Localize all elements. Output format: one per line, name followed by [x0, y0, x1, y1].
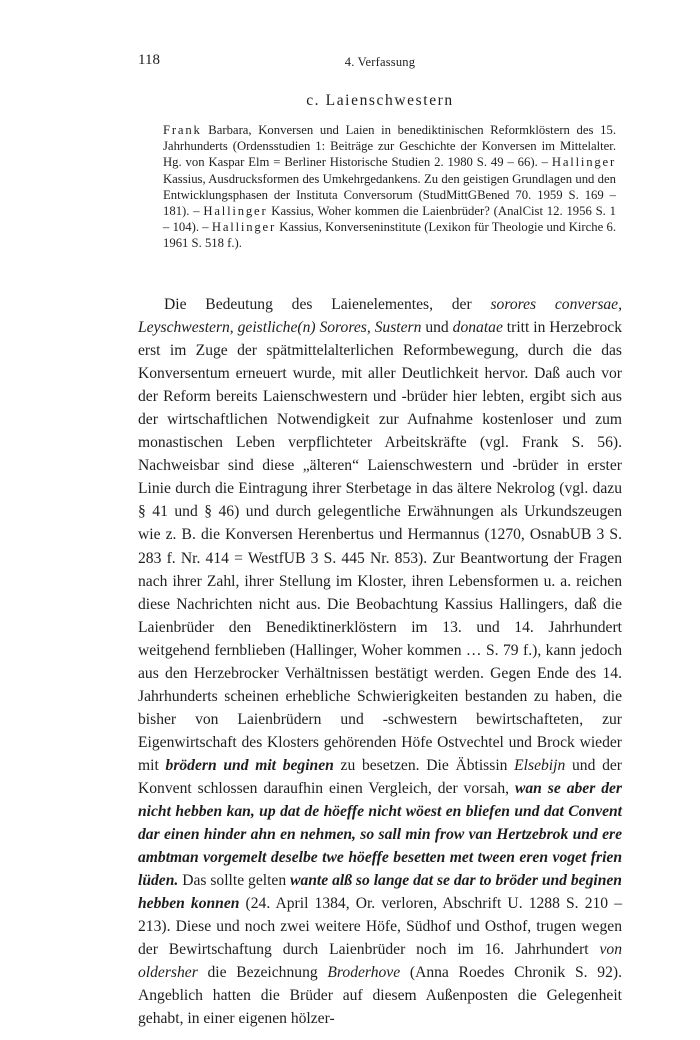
body-text-run: Die Bedeutung des Laienelementes, der: [164, 296, 491, 313]
body-text-run: und: [421, 319, 453, 337]
running-head: 4. Verfassung: [344, 55, 416, 69]
bibliography-text: Kassius, Konverseninstitute (Lexikon für Theologie und Kirche 6. 1961 S. 518 f.).: [163, 220, 616, 251]
quoted-source-text: wante alß so lange dat se dar to bröder und beginen hebben konnen: [138, 872, 622, 913]
name-elsebijn: Elsebijn: [514, 756, 566, 774]
quoted-source-text: wan se aber der nicht hebben kan, up dat de höeffe nicht wöest en bliefen und dat Convent dar einen hinder ahn en nehmen, so sall min frow van Hertzebrok und ere ambtman vorgemelt deselbe twe höeffe besetten met tween eren voget frien lüden.: [138, 779, 622, 890]
bibliography-text: Kassius, Woher kommen die Laienbrüder? (AnalCist 12. 1956 S. 1 – 104). –: [163, 204, 616, 235]
bibliography-note: [163, 122, 616, 252]
bibliography-author-hallinger: Hallinger: [551, 155, 616, 170]
bibliography-author-frank: Frank: [163, 123, 202, 137]
body-text-run: Das sollte gelten: [178, 872, 291, 890]
page-header: [138, 52, 622, 74]
quoted-source-text: brödern und mit beginen: [165, 756, 334, 774]
term-von-oldersher: von oldersher: [138, 941, 622, 982]
latin-terms: sorores conversae, Leyschwestern, geistliche(n) Sorores, Sustern: [138, 296, 622, 337]
body-paragraph: [138, 293, 622, 1031]
term-broderhove: Broderhove: [327, 964, 401, 982]
body-text-run: tritt in Herzebrock erst im Zuge der spätmittelalterlichen Reformbewegung, durch die das Konversentum erneuert wurde, mit aller Deutlichkeit hervor. Daß auch vor der Reform bereits Laienschwestern und -brüder hier lebten, ergibt sich aus der wirtschaftlichen Notwendigkeit zur Aufnahme kostenloser und zum monastischen Leben verpflichteter Arbeitskräfte (vgl. Frank S. 56). Nachweisbar sind diese „älteren“ Laienschwestern und -brüder in erster Linie durch die Eintragung ihrer Sterbetage in das ältere Nekrolog (vgl. dazu § 41 und § 46) und durch gelegentliche Erwähnungen als Urkundszeugen wie z. B. die Konversen Herenbertus und Hermannus (1270, OsnabUB 3 S. 283 f. Nr. 414 = WestfUB 3 S. 445 Nr. 853). Zur Beantwortung der Fragen nach ihrer Zahl, ihrer Stellung im Kloster, ihren Lebensformen u. a. reichen diese Nachrichten nicht aus. Die Beobachtung Kassius Hallingers, daß die Laienbrüder den Benediktinerklöstern im 13. und 14. Jahrhundert weitgehend fernblieben (Hallinger, Woher kommen … S. 79 f.), kann jedoch aus den Herzebrocker Verhältnissen bestätigt werden. Gegen Ende des 14. Jahrhunderts scheinen erhebliche Schwierigkeiten bestanden zu haben, die bisher von Laienbrüdern und -schwestern bewirtschafteten, zur Eigenwirtschaft des Klosters gehörenden Höfe Ostvechtel und Brock wieder mit: [138, 319, 622, 774]
bibliography-author-hallinger: Hallinger: [211, 220, 276, 235]
body-text: [138, 293, 622, 1031]
bibliography-text: Barbara, Konversen und Laien in benediktinischen Reformklöstern des 15. Jahrhunderts (Ordensstudien 1: Beiträge zur Geschichte der Konversen im Mittelalter. Hg. von Kaspar Elm = Berliner Historische Studien 2. 1980 S. 49 – 66). –: [163, 123, 616, 170]
body-text-run: die Bezeichnung: [197, 964, 328, 982]
body-text-run: zu besetzen. Die Äbtissin: [333, 756, 515, 774]
latin-term-donatae: donatae: [452, 319, 503, 337]
body-text-run: (Anna Roedes Chronik S. 92). Angeblich hatten die Brüder auf diesem Außenposten die Gelegenheit gehabt, in einer eigenen hölzer-: [138, 964, 622, 1028]
page-number: 118: [138, 52, 160, 68]
bibliography-text: Kassius, Ausdrucksformen des Umkehrgedankens. Zu den geistigen Grundlagen und den Entwicklungsphasen der Instituta Conversorum (StudMittGBened 70. 1959 S. 169 – 181). –: [163, 171, 616, 219]
bibliography-paragraph: [163, 122, 616, 252]
section-heading: c. Laienschwestern: [306, 92, 454, 109]
bibliography-author-hallinger: Hallinger: [203, 204, 268, 219]
body-text-run: (24. April 1384, Or. verloren, Abschrift U. 1288 S. 210 – 213). Diese und noch zwei weitere Höfe, Südhof und Osthof, trugen wegen der Bewirtschaftung durch Laienbrüder noch im 16. Jahrhundert: [138, 895, 622, 959]
body-text-run: und der Konvent schlossen daraufhin einen Vergleich, der vorsah,: [138, 756, 622, 797]
